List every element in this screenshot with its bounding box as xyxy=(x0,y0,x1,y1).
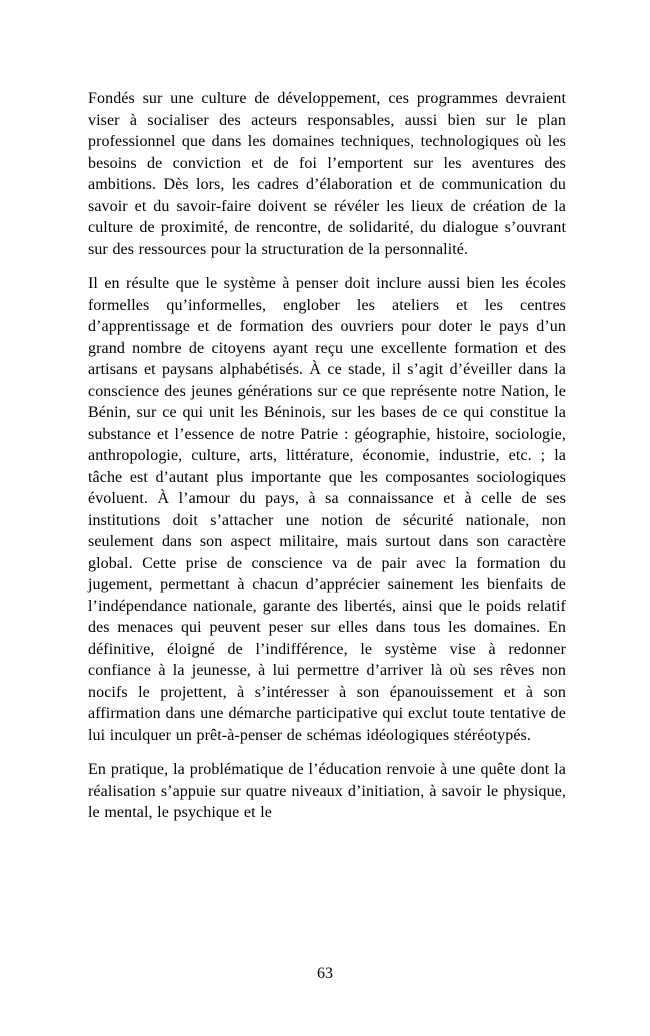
text-block xyxy=(88,88,566,824)
page-number: 63 xyxy=(317,965,333,982)
paragraph-3: En pratique, la problématique de l’éducation renvoie à une quête dont la réalisation s’appuie sur quatre niveaux d’initiation, à savoir le physique, le mental, le psychique et le xyxy=(88,761,566,821)
paragraph-1: Fondés sur une culture de développement, ces programmes devraient viser à socialiser des acteurs responsables, aussi bien sur le plan professionnel que dans les domaines techniques, technologiques où les besoins de conviction et de foi l’emportent sur les aventures des ambitions. Dès lors, les cadres d’élaboration et de communication du savoir et du savoir-faire doivent se révéler les lieux de création de la culture de proximité, de rencontre, de solidarité, du dialogue s’ouvrant sur des ressources pour la structuration de la personnalité. xyxy=(88,90,566,258)
paragraph-2: Il en résulte que le système à penser doit inclure aussi bien les écoles formelles qu’informelles, englober les ateliers et les centres d’apprentissage et de formation des ouvriers pour doter le pays d’un grand nombre de citoyens ayant reçu une excellente formation et des artisans et paysans alphabétisés. À ce stade, il s’agit d’éveiller dans la conscience des jeunes générations sur ce que représente notre Nation, le Bénin, sur ce qui unit les Béninois, sur les bases de ce qui constitue la substance et l’essence de notre Patrie : géographie, histoire, sociologie, anthropologie, culture, arts, littérature, économie, industrie, etc. ; la tâche est d’autant plus importante que les composantes sociologiques évoluent. À l’amour du pays, à sa connaissance et à celle de ses institutions doit s’attacher une notion de sécurité nationale, non seulement dans son aspect militaire, mais surtout dans son caractère global. Cette prise de conscience va de pair avec la formation du jugement, permettant à chacun d’apprécier sainement les bienfaits de l’indépendance nationale, garante des libertés, ainsi que le poids relatif des menaces qui peuvent peser sur elles dans tous les domaines. En définitive, éloigné de l’indifférence, le système vise à redonner confiance à la jeunesse, à lui permettre d’arriver là où ses rêves non nocifs le projettent, à s’intéresser à son épanouissement et à son affirmation dans une démarche participative qui exclut toute tentative de lui inculquer un prêt-à-penser de schémas idéologiques stéréotypés. xyxy=(88,275,566,744)
